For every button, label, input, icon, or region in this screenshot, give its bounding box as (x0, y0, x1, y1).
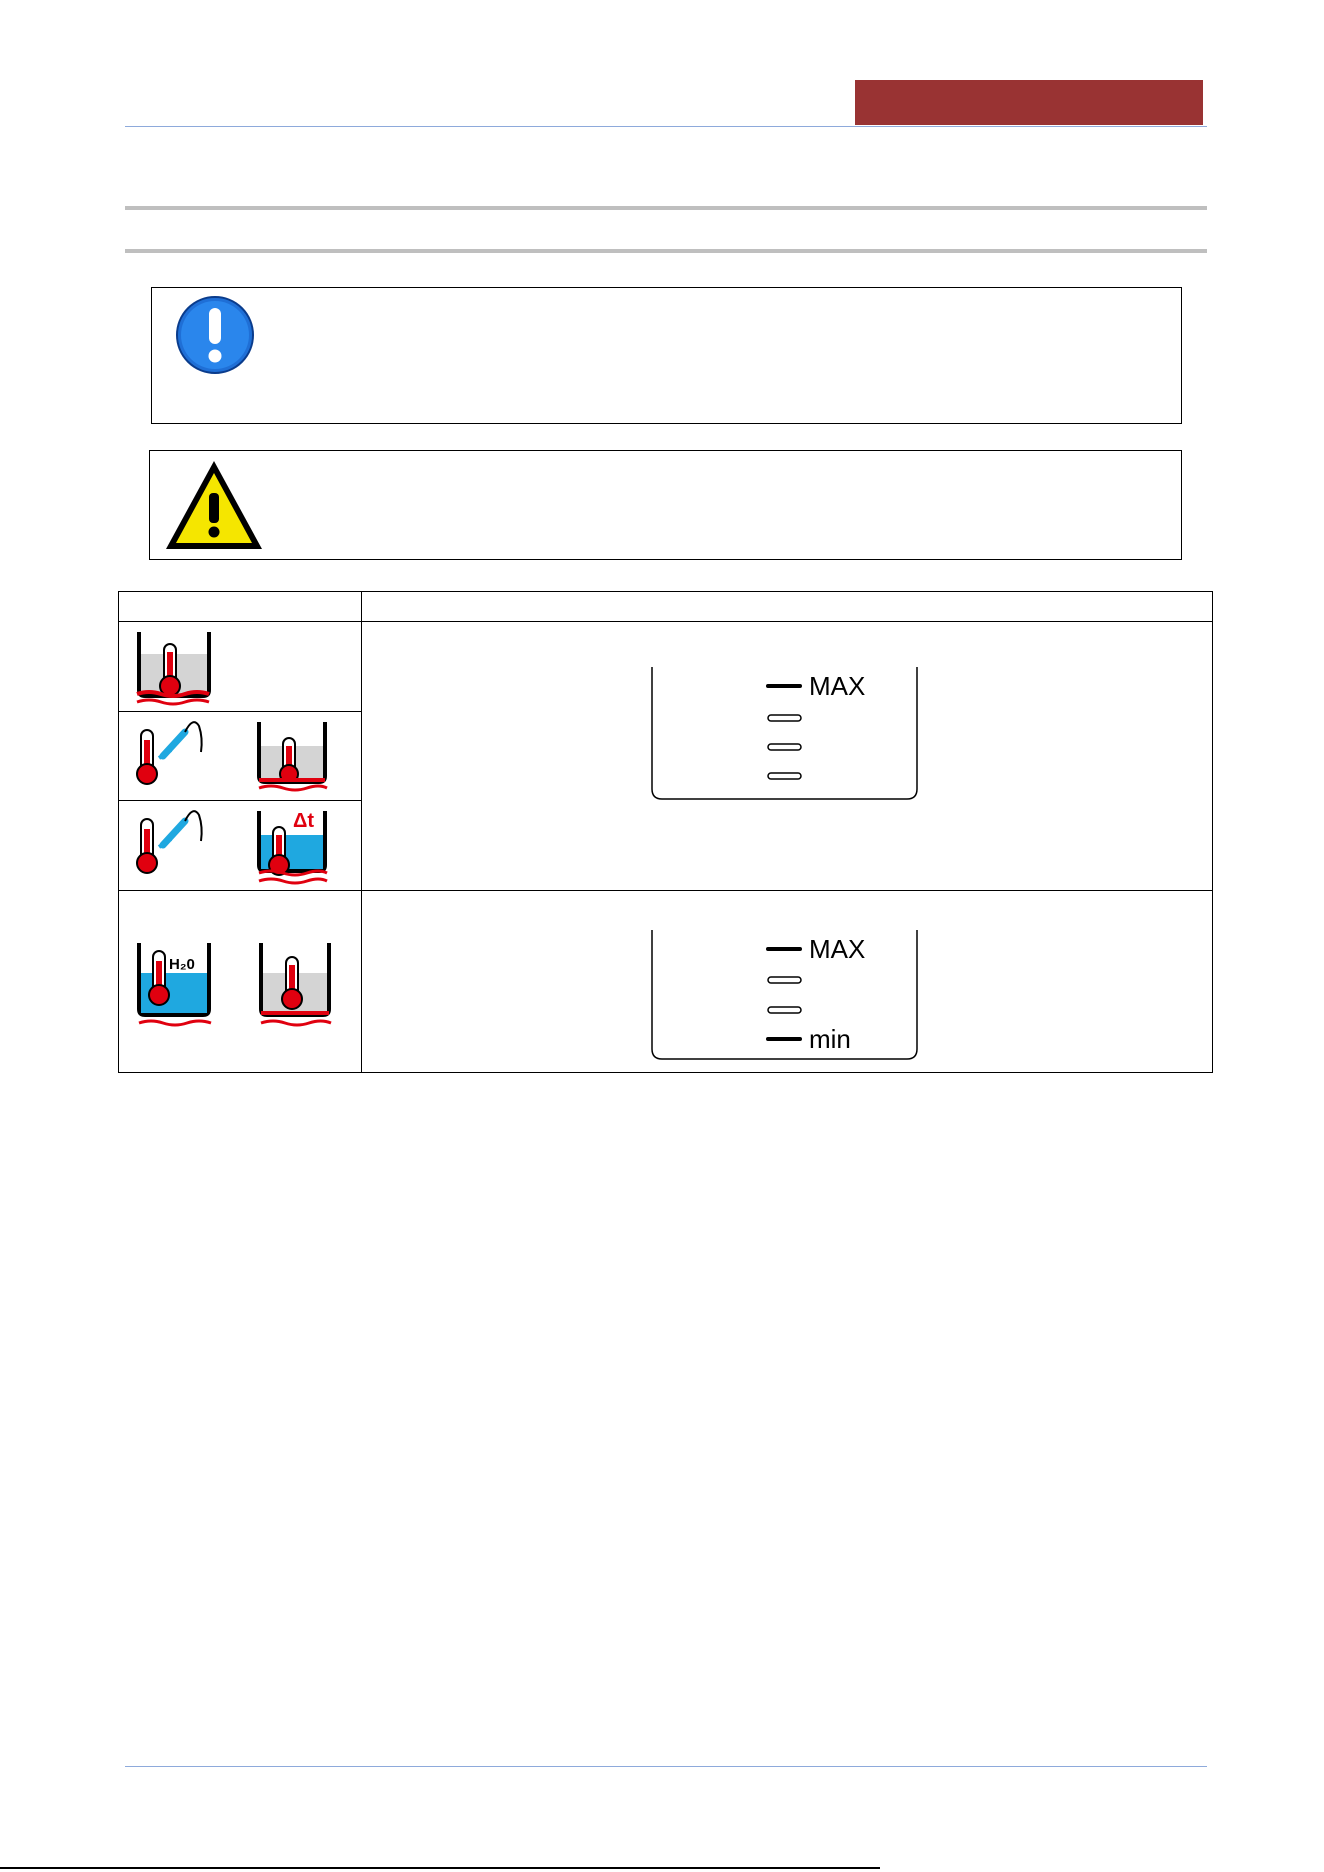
svg-text:H₂0: H₂0 (169, 956, 195, 973)
footer-rule (125, 1766, 1207, 1767)
header-cell-mode (119, 592, 362, 622)
table-row (119, 622, 1213, 712)
notice-box (151, 287, 1182, 424)
scale-max-label: MAX (809, 933, 866, 964)
fill-level-table (118, 591, 1213, 1073)
warning-triangle-icon (162, 457, 266, 553)
header-tab (855, 80, 1203, 125)
header-rule (125, 126, 1207, 127)
section-rule-bottom (125, 249, 1207, 253)
svg-text:Δt: Δt (293, 810, 315, 832)
warning-box (149, 450, 1182, 560)
scale-min-label: min (809, 1023, 851, 1054)
info-exclamation-icon (174, 294, 256, 376)
table-header-row (119, 592, 1213, 622)
probe-and-delta-t-icon (119, 801, 361, 885)
scale-max-label: MAX (809, 671, 866, 701)
table-row (119, 891, 1213, 1073)
oil-level-scale-bottom (362, 894, 1212, 1070)
header-cell-level (362, 592, 1213, 622)
probe-and-pot-icon (119, 712, 361, 795)
bottom-edge-rule (0, 1867, 880, 1869)
oil-level-scale-top (362, 631, 1212, 881)
section-rule-top (125, 206, 1207, 210)
water-and-oil-pot-icons (119, 891, 361, 1067)
fry-pot-thermometer-icon (119, 622, 361, 706)
